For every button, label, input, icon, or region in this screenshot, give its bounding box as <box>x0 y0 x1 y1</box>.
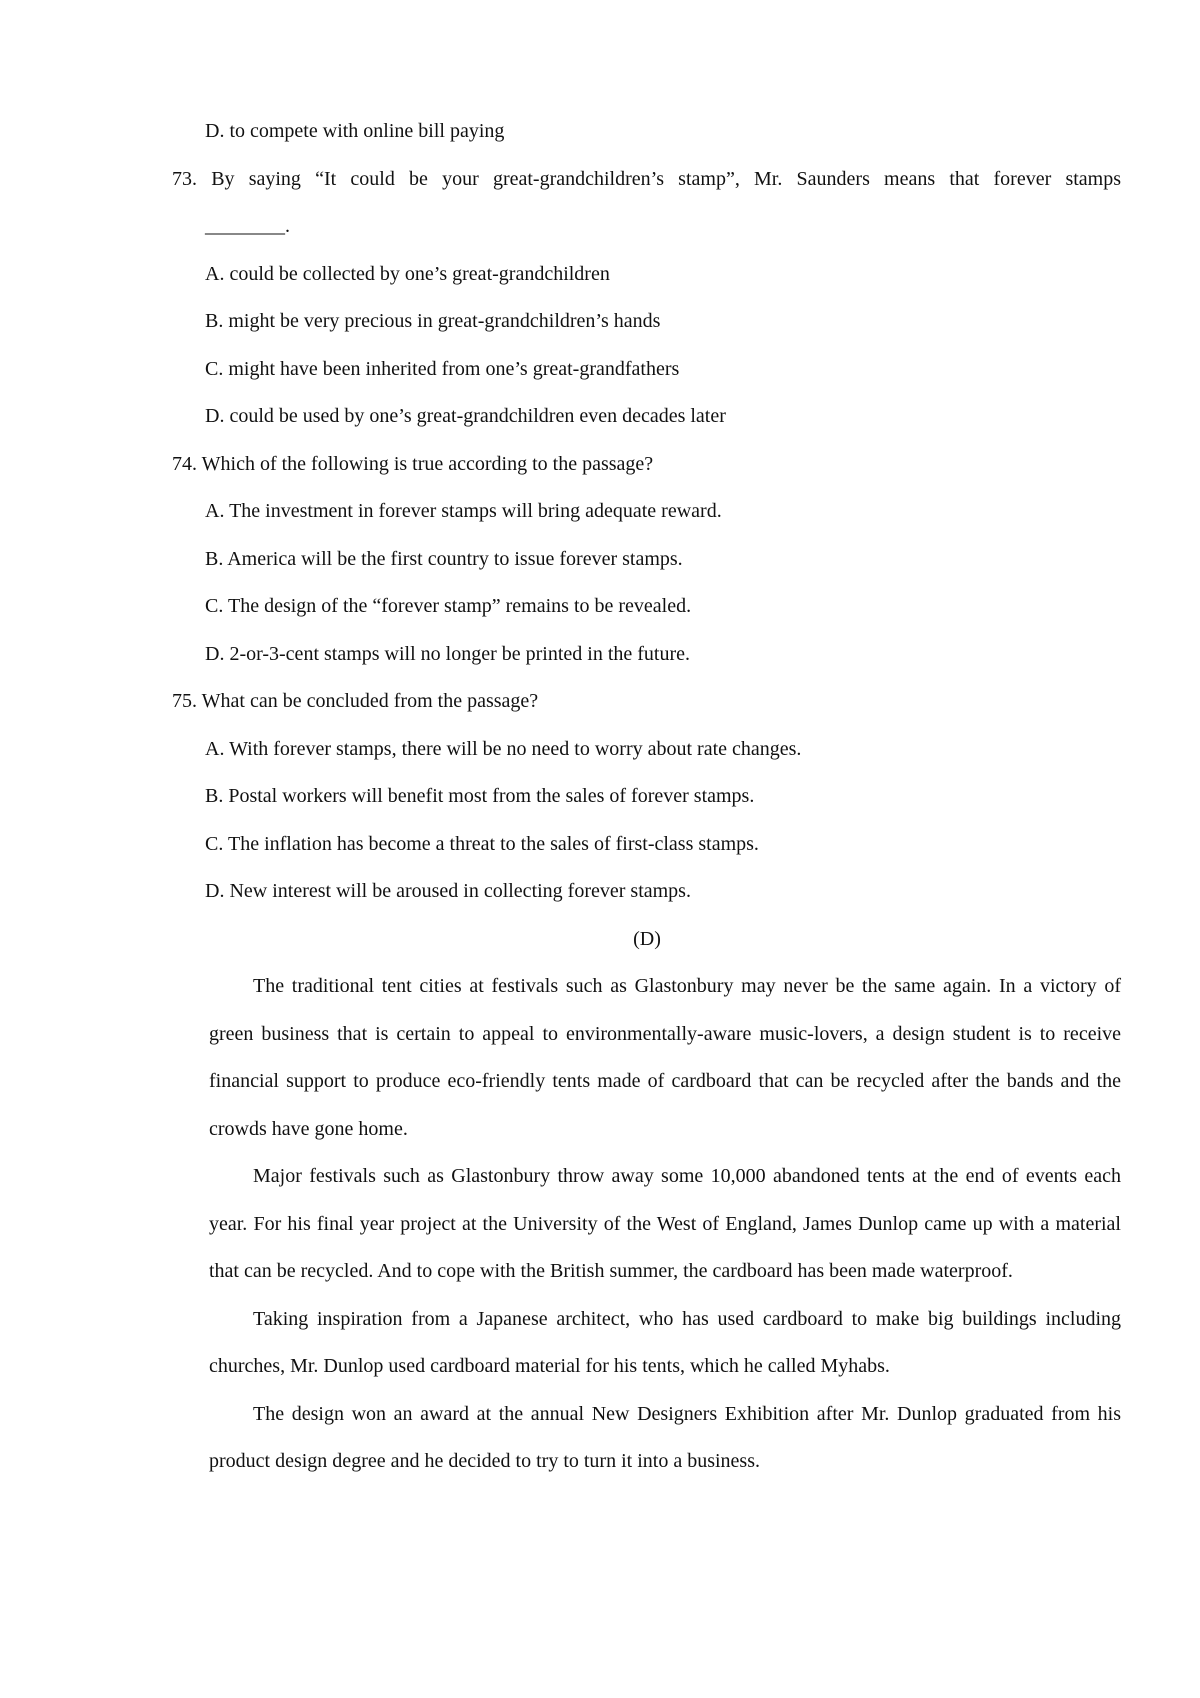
passage-paragraph: Taking inspiration from a Japanese architect, who has used cardboard to make big buildings including churches, Mr. Dunlop used cardboard material for his tents, which he called Myhabs. <box>209 1307 1121 1377</box>
q73-option-c: C. might have been inherited from one’s great-grandfathers <box>205 357 680 380</box>
q73-option-a: A. could be collected by one’s great-grandchildren <box>205 262 610 285</box>
q73-stem: 73. By saying “It could be your great-grandchildren’s stamp”, Mr. Saunders means that forever stamps <box>172 167 1121 190</box>
q73-option-b: B. might be very precious in great-grandchildren’s hands <box>205 310 661 332</box>
q75-option-c: C. The inflation has become a threat to the sales of first-class stamps. <box>205 832 759 855</box>
q75-option-b: B. Postal workers will benefit most from the sales of forever stamps. <box>205 785 755 807</box>
document-page <box>0 108 1200 1486</box>
q75-stem: 75. What can be concluded from the passage? <box>172 690 539 712</box>
q74-option-d: D. 2-or-3-cent stamps will no longer be printed in the future. <box>205 642 691 665</box>
q74-option-c: C. The design of the “forever stamp” remains to be revealed. <box>205 595 692 617</box>
q73-blank: ________. <box>205 215 290 237</box>
section-heading: (D) <box>633 927 661 950</box>
q72-option-d: D. to compete with online bill paying <box>205 120 505 142</box>
q75-option-a: A. With forever stamps, there will be no need to worry about rate changes. <box>205 737 802 760</box>
passage-paragraph: The design won an award at the annual New Designers Exhibition after Mr. Dunlop graduated from his product design degree and he decided to try to turn it into a business. <box>209 1402 1121 1472</box>
passage-paragraph: The traditional tent cities at festivals such as Glastonbury may never be the same again. In a victory of green business that is certain to appeal to environmentally-aware music-lovers, a design student is to receive financial support to produce eco-friendly tents made of cardboard that can be recycled after the bands and the crowds have gone home. <box>209 975 1121 1140</box>
q74-option-b: B. America will be the first country to issue forever stamps. <box>205 547 683 570</box>
q73-option-d: D. could be used by one’s great-grandchildren even decades later <box>205 405 726 427</box>
passage-paragraph: Major festivals such as Glastonbury throw away some 10,000 abandoned tents at the end of events each year. For his final year project at the University of the West of England, James Dunlop came up with a material that can be recycled. And to cope with the British summer, the cardboard has been made waterproof. <box>209 1165 1121 1282</box>
q74-option-a: A. The investment in forever stamps will bring adequate reward. <box>205 500 722 522</box>
q75-option-d: D. New interest will be aroused in collecting forever stamps. <box>205 880 691 902</box>
q74-stem: 74. Which of the following is true according to the passage? <box>172 452 654 475</box>
